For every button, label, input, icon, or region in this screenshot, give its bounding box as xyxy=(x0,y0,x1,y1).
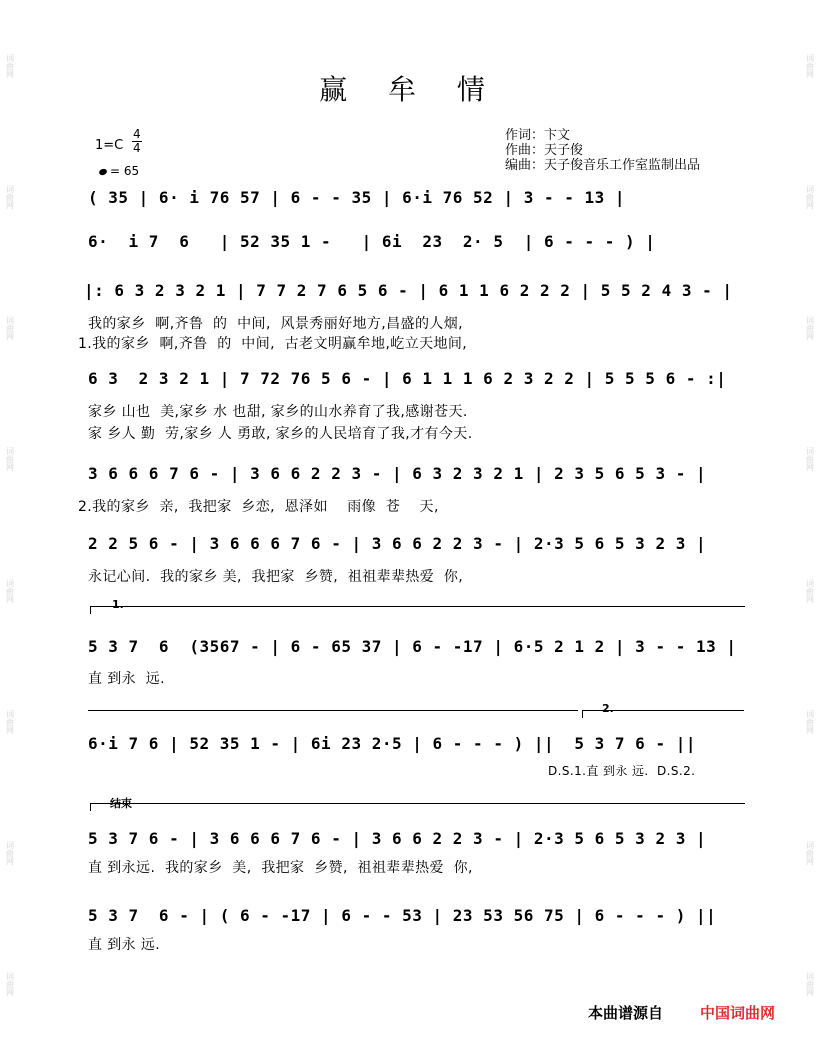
score-line-10: 5 3 7 6 - | ( 6 - -17 | 6 - - 53 | 23 53 56 75 | 6 - - - ) || xyxy=(88,906,717,925)
meter-bottom: 4 xyxy=(133,141,141,155)
ending-label: 结束 xyxy=(110,797,132,810)
song-title: 赢 牟 情 xyxy=(319,73,501,106)
lyric-line-8: D.S.1.直 到永 远. D.S.2. xyxy=(548,764,696,778)
source-site-link[interactable]: 中国词曲网 xyxy=(700,1004,776,1022)
arranger-credit: 编曲：天子俊音乐工作室监制出品 xyxy=(505,158,701,173)
lyric-line-4b: 家 乡人 勤 劳,家乡 人 勇敢, 家乡的人民培育了我,才有今天. xyxy=(88,426,473,442)
meter-top: 4 xyxy=(133,127,141,141)
score-line-5: 3 6 6 6 7 6 - | 3 6 6 2 2 3 - | 6 3 2 3 2 1 | 2 3 5 6 5 3 - | xyxy=(88,464,707,483)
composer-credit: 作曲：天子俊 xyxy=(505,143,584,158)
watermark-text: 词曲网 xyxy=(805,184,815,209)
ending-bracket xyxy=(90,803,745,804)
watermark-text: 词曲网 xyxy=(5,53,15,78)
watermark-text: 词曲网 xyxy=(5,972,15,997)
watermark-text: 词曲网 xyxy=(5,841,15,866)
watermark-text: 词曲网 xyxy=(5,578,15,603)
score-line-1: ( 35 | 6· i 76 57 | 6 - - 35 | 6·i 76 52 | 3 - - 13 | xyxy=(88,188,626,207)
tempo-value: = 65 xyxy=(110,164,140,178)
lyric-line-3b: 1.我的家乡 啊,齐鲁 的 中间, 古老文明赢牟地,屹立天地间, xyxy=(78,336,468,352)
right-watermark-strip xyxy=(800,0,820,1050)
score-line-3: |: 6 3 2 3 2 1 | 7 7 2 7 6 5 6 - | 6 1 1 6 2 2 2 | 5 5 2 4 3 - | xyxy=(84,281,733,300)
watermark-text: 词曲网 xyxy=(5,709,15,734)
tempo-mark xyxy=(99,164,139,178)
volta-2-label: 2. xyxy=(602,702,614,715)
watermark-text: 词曲网 xyxy=(805,709,815,734)
score-line-4: 6 3 2 3 2 1 | 7 72 76 5 6 - | 6 1 1 1 6 2 3 2 2 | 5 5 5 6 - :| xyxy=(88,369,727,388)
source-label: 本曲谱源自 xyxy=(588,1004,664,1022)
lyric-line-7: 直 到永 远. xyxy=(88,671,166,687)
watermark-text: 词曲网 xyxy=(805,316,815,341)
lyric-line-4a: 家乡 山也 美,家乡 水 也甜, 家乡的山水养育了我,感谢苍天. xyxy=(88,404,468,420)
score-line-9: 5 3 7 6 - | 3 6 6 6 7 6 - | 3 6 6 2 2 3 - | 2·3 5 6 5 3 2 3 | xyxy=(88,829,707,848)
watermark-text: 词曲网 xyxy=(805,447,815,472)
volta-1-label: 1. xyxy=(112,598,124,611)
lyric-line-3a: 我的家乡 啊,齐鲁 的 中间, 风景秀丽好地方,昌盛的人烟, xyxy=(88,316,464,332)
score-line-6: 2 2 5 6 - | 3 6 6 6 7 6 - | 3 6 6 2 2 3 - | 2·3 5 6 5 3 2 3 | xyxy=(88,534,707,553)
ending-hook xyxy=(90,803,91,811)
watermark-text: 词曲网 xyxy=(805,972,815,997)
watermark-text: 词曲网 xyxy=(805,841,815,866)
lyric-line-5: 2.我的家乡 亲, 我把家 乡恋, 恩泽如 雨像 苍 天, xyxy=(78,499,439,515)
score-line-7: 5 3 7 6 (3567 - | 6 - 65 37 | 6 - -17 | 6·5 2 1 2 | 3 - - 13 | xyxy=(88,637,737,656)
lyric-line-6: 永记心间. 我的家乡 美, 我把家 乡赞, 祖祖辈辈热爱 你, xyxy=(88,569,464,585)
lyricist-credit: 作词：卞文 xyxy=(505,128,571,143)
time-signature xyxy=(132,128,142,155)
volta-1-hook xyxy=(90,606,91,614)
lyric-line-9: 直 到永远. 我的家乡 美, 我把家 乡赞, 祖祖辈辈热爱 你, xyxy=(88,860,473,876)
watermark-text: 词曲网 xyxy=(805,53,815,78)
watermark-text: 词曲网 xyxy=(805,578,815,603)
left-watermark-strip xyxy=(0,0,20,1050)
volta-2-hook xyxy=(582,710,583,718)
watermark-text: 词曲网 xyxy=(5,447,15,472)
volta-1-bracket xyxy=(90,606,745,607)
watermark-text: 词曲网 xyxy=(5,316,15,341)
key-signature: 1=C xyxy=(95,138,124,153)
quarter-note-icon xyxy=(98,167,108,175)
divider-line xyxy=(88,710,578,711)
score-line-8: 6·i 7 6 | 52 35 1 - | 6i 23 2·5 | 6 - - - ) || 5 3 7 6 - || xyxy=(88,734,696,753)
score-line-2: 6· i 7 6 | 52 35 1 - | 6i 23 2· 5 | 6 - - - ) | xyxy=(88,232,656,251)
lyric-line-10: 直 到永 远. xyxy=(88,937,161,953)
watermark-text: 词曲网 xyxy=(5,184,15,209)
credits-block xyxy=(505,128,700,173)
